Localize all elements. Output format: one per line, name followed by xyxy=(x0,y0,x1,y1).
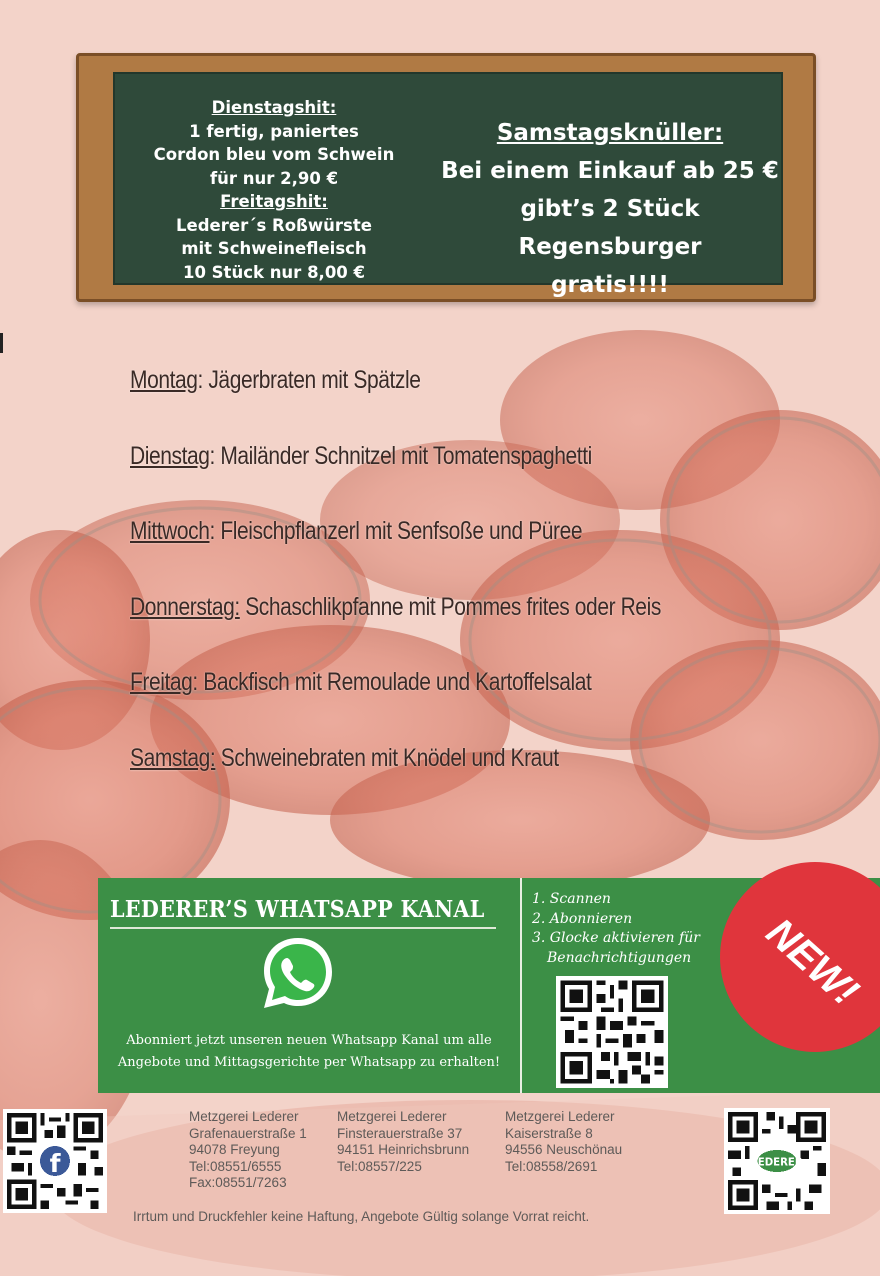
whatsapp-banner-description xyxy=(98,1030,520,1074)
disclaimer: Irrtum und Druckfehler keine Haftung, Angebote Gültig solange Vorrat reicht. xyxy=(133,1209,590,1224)
menu-item xyxy=(130,744,735,820)
address-line: Finsterauerstraße 37 xyxy=(337,1125,463,1141)
offer-line: gratis!!!! xyxy=(551,272,669,298)
banner-divider xyxy=(520,878,522,1093)
website-qr-code[interactable] xyxy=(724,1108,830,1214)
edge-mark xyxy=(0,333,3,353)
whatsapp-qr-code[interactable] xyxy=(556,976,668,1088)
menu-day: Mittwoch xyxy=(130,517,210,545)
offer-line: mit Schweinefleisch xyxy=(181,239,367,258)
offer-line: 10 Stück nur 8,00 € xyxy=(182,262,366,282)
weekly-lunch-menu xyxy=(130,366,850,819)
offer-line: Samstagsknüller: xyxy=(496,120,724,146)
offer-line: gibt’s 2 Stück Regensburger xyxy=(518,196,702,260)
address-line: 94556 Neuschönau xyxy=(505,1142,623,1157)
menu-day: Montag xyxy=(130,366,198,394)
address-line: Metzgerei Lederer xyxy=(505,1109,615,1124)
menu-day: Donnerstag: xyxy=(130,592,240,621)
description-line: Angebote und Mittagsgerichte per Whatsapp zu erhalten! xyxy=(117,1055,501,1070)
menu-dish: : Mailänder Schnitzel mit Tomatenspaghetti xyxy=(209,441,592,470)
step-item: Benachrichtigungen xyxy=(547,949,692,966)
subscribe-steps xyxy=(532,890,732,968)
menu-dish: Schweinebraten mit Knödel und Kraut xyxy=(215,743,559,772)
chalkboard-offers xyxy=(76,53,816,302)
whatsapp-banner-left xyxy=(98,878,520,1093)
address-line: Grafenauerstraße 1 xyxy=(189,1125,307,1141)
menu-dish: Schaschlikpfanne mit Pommes frites oder Reis xyxy=(239,592,661,621)
menu-dish: : Fleischpflanzerl mit Senfsoße und Püree xyxy=(209,517,583,545)
offer-line: Freitagshit: xyxy=(220,192,328,211)
menu-item xyxy=(130,593,735,669)
facebook-qr-code[interactable] xyxy=(3,1109,107,1213)
menu-dish: : Jägerbraten mit Spätzle xyxy=(197,366,421,394)
step-item: 2. Abonnieren xyxy=(532,910,633,927)
offer-line: Cordon bleu vom Schwein xyxy=(153,145,395,164)
store-address-neuschoenau xyxy=(505,1109,622,1175)
saturday-offer xyxy=(433,114,787,304)
address-line: Metzgerei Lederer xyxy=(189,1109,299,1124)
whatsapp-icon[interactable] xyxy=(258,934,338,1014)
store-address-heinrichsbrunn xyxy=(337,1109,469,1175)
menu-day: Freitag xyxy=(130,668,193,696)
menu-item xyxy=(130,517,735,593)
step-item: 3. Glocke aktivieren für xyxy=(532,930,700,946)
address-line: Metzgerei Lederer xyxy=(337,1109,447,1124)
offer-line: Dienstagshit: xyxy=(211,98,337,117)
whatsapp-banner-title: LEDERER’S WHATSAPP KANAL xyxy=(110,896,485,923)
address-line: 94078 Freyung xyxy=(189,1142,280,1157)
phone-line[interactable]: Tel:08558/2691 xyxy=(505,1158,598,1174)
fax-line: Fax:08551/7263 xyxy=(189,1175,287,1190)
offer-line: Bei einem Einkauf ab 25 € xyxy=(441,158,779,184)
menu-day: Samstag: xyxy=(130,743,216,772)
offer-line: Lederer´s Roßwürste xyxy=(176,215,372,235)
phone-line[interactable]: Tel:08551/6555 xyxy=(189,1158,282,1174)
new-badge-label: NEW! xyxy=(757,910,867,1015)
menu-item xyxy=(130,668,735,744)
title-underline xyxy=(110,927,496,929)
address-line: 94151 Heinrichsbrunn xyxy=(337,1142,470,1157)
weekday-hits xyxy=(115,96,433,284)
store-address-freyung xyxy=(189,1109,307,1192)
menu-item xyxy=(130,366,735,442)
offer-line: 1 fertig, paniertes xyxy=(189,121,359,141)
step-item: 1. Scannen xyxy=(532,891,611,907)
qr-logo-text: LEDERER xyxy=(751,1157,803,1169)
offer-line: für nur 2,90 € xyxy=(209,168,339,188)
menu-item xyxy=(130,442,735,518)
description-line: Abonniert jetzt unseren neuen Whatsapp Kanal um alle xyxy=(126,1033,492,1048)
menu-day: Dienstag xyxy=(130,441,210,470)
svg-text:f: f xyxy=(49,1149,61,1179)
address-line: Kaiserstraße 8 xyxy=(505,1125,593,1141)
phone-line[interactable]: Tel:08557/225 xyxy=(337,1158,422,1174)
chalkboard-surface xyxy=(113,72,783,298)
menu-dish: : Backfisch mit Remoulade und Kartoffelsalat xyxy=(192,668,592,696)
